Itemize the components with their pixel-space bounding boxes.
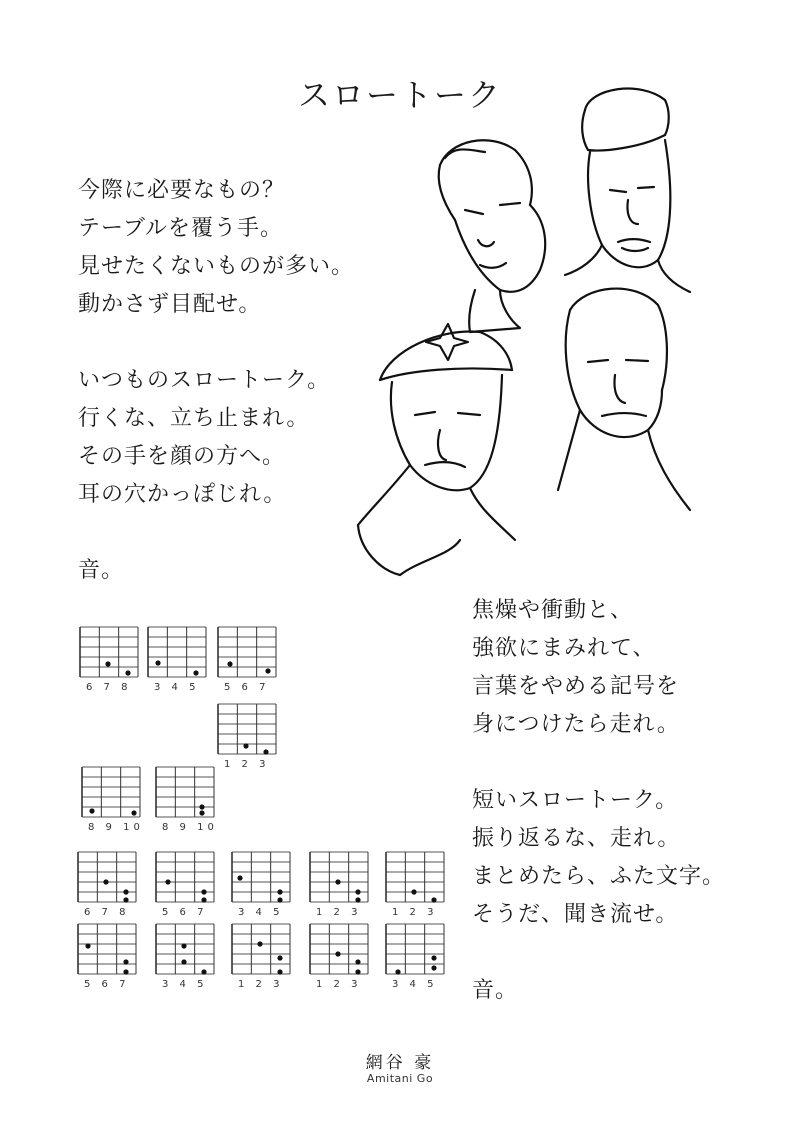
- finger-dot: [431, 965, 436, 970]
- chord-diagram: [218, 704, 276, 770]
- chord-diagram: [386, 924, 444, 990]
- fret-numbers: 6 7 8: [84, 907, 130, 918]
- fret-numbers: 1 2 3: [316, 979, 362, 990]
- chord-diagram: [232, 924, 290, 990]
- chord-diagram: [310, 924, 368, 990]
- chord-diagram: [156, 852, 214, 918]
- fret-numbers: 5 6 7: [224, 682, 270, 693]
- chord-diagram: [78, 924, 136, 990]
- finger-dot: [335, 951, 340, 956]
- finger-dot: [103, 879, 108, 884]
- face-drawing: [358, 324, 515, 575]
- finger-dot: [431, 897, 436, 902]
- fret-numbers: 8 9 10: [162, 822, 218, 833]
- face-drawing: [558, 289, 690, 510]
- finger-dot: [201, 969, 206, 974]
- finger-dot: [125, 670, 130, 675]
- author-name-japanese: 網谷 豪: [365, 1053, 435, 1073]
- stanza-gap: [472, 744, 725, 782]
- lyric-line: テーブルを覆う手。: [78, 216, 284, 241]
- stanza-gap: [78, 514, 354, 552]
- fret-numbers: 1 2 3: [224, 759, 270, 770]
- finger-dot: [277, 955, 282, 960]
- lyrics-verse-2: [472, 592, 725, 1010]
- finger-dot: [193, 670, 198, 675]
- finger-dot: [85, 943, 90, 948]
- chord-diagram: [218, 627, 276, 693]
- lyric-line: 音。: [78, 558, 125, 583]
- finger-dot: [277, 969, 282, 974]
- lyric-line: 振り返るな、走れ。: [472, 826, 681, 851]
- finger-dot: [89, 808, 94, 813]
- chord-diagram: [80, 627, 138, 693]
- fret-numbers: 1 2 3: [316, 907, 362, 918]
- lyrics-verse-1: [78, 172, 354, 590]
- lyric-line: 身につけたら走れ。: [472, 712, 680, 737]
- lyric-line: 言葉をやめる記号を: [472, 674, 680, 699]
- chord-diagram: [82, 767, 144, 833]
- finger-dot: [265, 668, 270, 673]
- chord-diagram: [386, 852, 444, 918]
- lyric-line: 行くな、立ち止まれ。: [78, 406, 310, 431]
- finger-dot: [355, 959, 360, 964]
- face-drawing: [565, 89, 690, 292]
- chord-diagram: [232, 852, 290, 918]
- finger-dot: [237, 875, 242, 880]
- face-drawing: [439, 140, 546, 332]
- fret-numbers: 8 9 10: [88, 822, 144, 833]
- finger-dot: [355, 897, 360, 902]
- finger-dot: [123, 897, 128, 902]
- finger-dot: [165, 879, 170, 884]
- finger-dot: [243, 743, 248, 748]
- finger-dot: [277, 897, 282, 902]
- fret-numbers: 3 4 5: [238, 907, 284, 918]
- lyric-line: 動かさず目配せ。: [78, 292, 262, 317]
- chord-diagram: [310, 852, 368, 918]
- lyric-line: 今際に必要なもの？: [78, 178, 286, 203]
- finger-dot: [105, 661, 110, 666]
- finger-dot: [123, 959, 128, 964]
- chord-diagrams: [70, 612, 450, 992]
- fret-numbers: 3 4 5: [162, 979, 208, 990]
- chord-diagram: [78, 852, 136, 918]
- faces-illustration: [340, 70, 700, 610]
- finger-dot: [355, 889, 360, 894]
- finger-dot: [355, 969, 360, 974]
- finger-dot: [181, 959, 186, 964]
- fret-numbers: 5 6 7: [162, 907, 208, 918]
- lyric-line: いつものスロートーク。: [78, 368, 331, 393]
- finger-dot: [263, 749, 268, 754]
- fret-numbers: 3 4 5: [154, 682, 200, 693]
- stanza-gap: [78, 324, 354, 362]
- finger-dot: [227, 661, 232, 666]
- finger-dot: [123, 889, 128, 894]
- lyric-line: 音。: [472, 978, 519, 1003]
- lyric-line: 短いスロートーク。: [472, 788, 679, 813]
- lyric-line: 見せたくないものが多い。: [78, 254, 355, 279]
- lyric-line: 強欲にまみれて、: [472, 636, 656, 661]
- finger-dot: [201, 889, 206, 894]
- finger-dot: [395, 969, 400, 974]
- page-title: スロートーク: [297, 76, 502, 114]
- lyric-line: まとめたら、ふた文字。: [472, 864, 726, 889]
- lyric-line: 焦燥や衝動と、: [472, 598, 634, 623]
- finger-dot: [257, 941, 262, 946]
- author-name-english: Amitani Go: [366, 1072, 434, 1085]
- finger-dot: [431, 955, 436, 960]
- fret-numbers: 6 7 8: [86, 682, 132, 693]
- stanza-gap: [472, 934, 725, 972]
- finger-dot: [181, 943, 186, 948]
- finger-dot: [199, 804, 204, 809]
- finger-dot: [199, 810, 204, 815]
- chord-diagram: [156, 924, 214, 990]
- finger-dot: [131, 810, 136, 815]
- fret-numbers: 1 2 3: [392, 907, 438, 918]
- lyric-line: そうだ、聞き流せ。: [472, 902, 679, 927]
- fret-numbers: 5 6 7: [84, 979, 130, 990]
- finger-dot: [411, 889, 416, 894]
- fret-numbers: 1 2 3: [238, 979, 284, 990]
- chord-diagram: [148, 627, 206, 693]
- finger-dot: [155, 660, 160, 665]
- finger-dot: [123, 969, 128, 974]
- lyric-line: その手を顔の方へ。: [78, 444, 286, 469]
- finger-dot: [335, 879, 340, 884]
- finger-dot: [277, 889, 282, 894]
- lyric-line: 耳の穴かっぽじれ。: [78, 482, 287, 507]
- chord-diagram: [156, 767, 218, 833]
- fret-numbers: 3 4 5: [392, 979, 438, 990]
- finger-dot: [201, 897, 206, 902]
